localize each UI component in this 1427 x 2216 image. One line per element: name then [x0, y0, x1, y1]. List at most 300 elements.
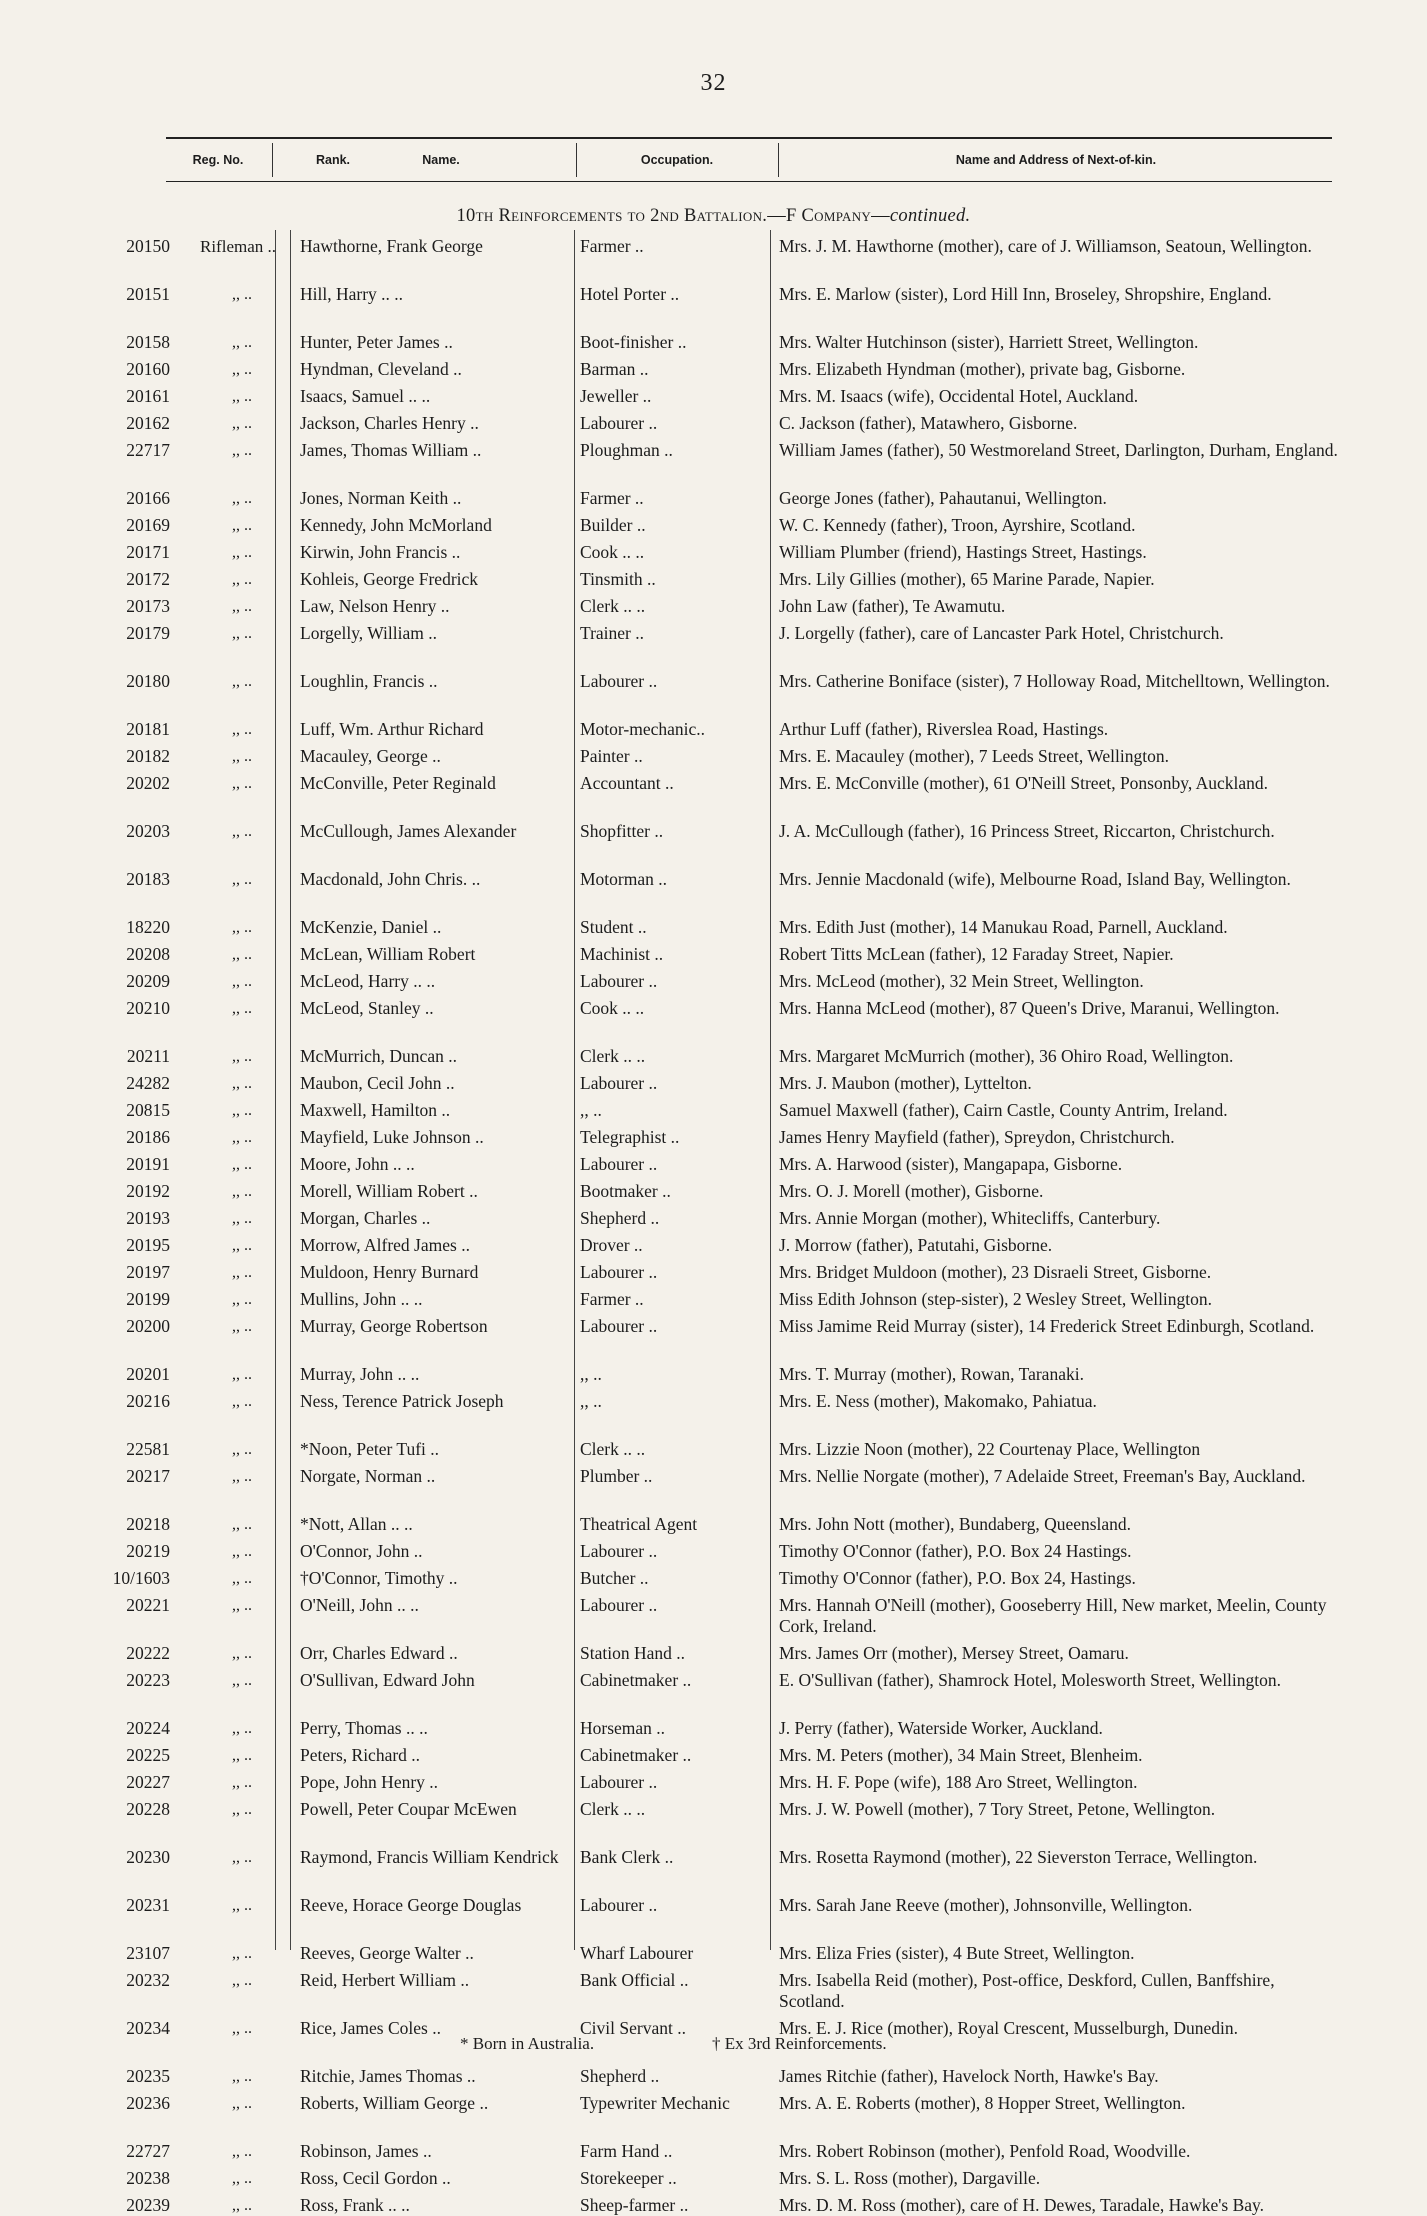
name-cell: Jackson, Charles Henry ..	[300, 413, 479, 433]
name-cell: Maubon, Cecil John ..	[300, 1073, 455, 1093]
name-cell: James, Thomas William ..	[300, 440, 482, 460]
name-cell: Muldoon, Henry Burnard	[300, 1262, 479, 1282]
rank-cell: ,, ..	[232, 1897, 252, 1914]
header-reg-no: Reg. No.	[192, 153, 244, 167]
rank-cell: ,, ..	[232, 1849, 252, 1866]
reg-no-cell: 20191	[126, 1154, 170, 1174]
occupation-cell: Clerk .. ..	[580, 1046, 646, 1066]
next-of-kin-cell: Timothy O'Connor (father), P.O. Box 24 Hastings.	[779, 1541, 1132, 1561]
name-cell: Hill, Harry .. ..	[300, 284, 404, 304]
name-cell: Ritchie, James Thomas ..	[300, 2066, 476, 2086]
occupation-cell: Wharf Labourer	[580, 1943, 694, 1963]
occupation-cell: Ploughman ..	[580, 440, 673, 460]
rank-cell: ,, ..	[232, 571, 252, 588]
next-of-kin-cell: Mrs. M. Peters (mother), 34 Main Street, Blenheim.	[779, 1745, 1143, 1765]
reg-no-cell: 20181	[126, 719, 170, 739]
name-cell: Law, Nelson Henry ..	[300, 596, 450, 616]
reg-no-cell: 20222	[126, 1643, 170, 1663]
rank-cell: ,, ..	[232, 673, 252, 690]
next-of-kin-cell: Mrs. Sarah Jane Reeve (mother), Johnsonville, Wellington.	[779, 1895, 1193, 1915]
occupation-cell: Farmer ..	[580, 488, 644, 508]
reg-no-cell: 20211	[126, 1046, 170, 1066]
reg-no-cell: 20166	[126, 488, 170, 508]
reg-no-cell: 20180	[126, 671, 170, 691]
rank-cell: ,, ..	[232, 721, 252, 738]
next-of-kin-cell: Mrs. Robert Robinson (mother), Penfold Road, Woodville.	[779, 2141, 1191, 2161]
rank-cell: ,, ..	[232, 334, 252, 351]
occupation-cell: Cabinetmaker ..	[580, 1745, 692, 1765]
occupation-cell: Clerk .. ..	[580, 1799, 646, 1819]
occupation-cell: Farmer ..	[580, 236, 644, 256]
header-occupation: Occupation.	[640, 153, 714, 167]
reg-no-cell: 20182	[126, 746, 170, 766]
next-of-kin-cell: Mrs. Hanna McLeod (mother), 87 Queen's Drive, Maranui, Wellington.	[779, 998, 1280, 1018]
reg-no-cell: 20815	[126, 1100, 170, 1120]
occupation-cell: Labourer ..	[580, 1895, 658, 1915]
occupation-cell: Trainer ..	[580, 623, 645, 643]
next-of-kin-cell: Mrs. Edith Just (mother), 14 Manukau Road, Parnell, Auckland.	[779, 917, 1228, 937]
rank-cell: ,, ..	[232, 2020, 252, 2037]
reg-no-cell: 20195	[126, 1235, 170, 1255]
reg-no-cell: 20192	[126, 1181, 170, 1201]
occupation-cell: Labourer ..	[580, 671, 658, 691]
header-kin: Name and Address of Next-of-kin.	[955, 153, 1157, 167]
rank-cell: ,, ..	[232, 490, 252, 507]
next-of-kin-cell: William James (father), 50 Westmoreland Street, Darlington, Durham, England.	[779, 440, 1338, 460]
next-of-kin-cell: Mrs. E. McConville (mother), 61 O'Neill Street, Ponsonby, Auckland.	[779, 773, 1269, 793]
occupation-cell: Jeweller ..	[580, 386, 652, 406]
reg-no-cell: 20160	[126, 359, 170, 379]
reg-no-cell: 20200	[126, 1316, 170, 1336]
section-title-continued: continued.	[889, 206, 971, 226]
name-cell: McLean, William Robert	[300, 944, 476, 964]
name-cell: Macdonald, John Chris. ..	[300, 869, 481, 889]
rank-cell: ,, ..	[232, 775, 252, 792]
occupation-cell: Labourer ..	[580, 1154, 658, 1174]
next-of-kin-cell: Mrs. S. L. Ross (mother), Dargaville.	[779, 2168, 1041, 2188]
next-of-kin-cell: John Law (father), Te Awamutu.	[779, 596, 1006, 616]
next-of-kin-cell: Timothy O'Connor (father), P.O. Box 24, Hastings.	[779, 1568, 1136, 1588]
reg-no-cell: 20230	[126, 1847, 170, 1867]
next-of-kin-cell: Mrs. E. Ness (mother), Makomako, Pahiatua.	[779, 1391, 1097, 1411]
name-cell: Roberts, William George ..	[300, 2093, 489, 2113]
name-cell: McCullough, James Alexander	[300, 821, 517, 841]
reg-no-cell: 20219	[126, 1541, 170, 1561]
reg-no-cell: 20228	[126, 1799, 170, 1819]
next-of-kin-cell: Mrs. J. Maubon (mother), Lyttelton.	[779, 1073, 1032, 1093]
occupation-cell: Theatrical Agent	[580, 1514, 698, 1534]
reg-no-cell: 20235	[126, 2066, 170, 2086]
name-cell: McMurrich, Duncan ..	[300, 1046, 457, 1066]
name-cell: Rice, James Coles ..	[300, 2018, 441, 2038]
rank-cell: ,, ..	[232, 919, 252, 936]
name-cell: †O'Connor, Timothy ..	[300, 1568, 458, 1588]
occupation-cell: Horseman ..	[580, 1718, 666, 1738]
header-divider	[778, 143, 779, 177]
next-of-kin-cell: Mrs. Lily Gillies (mother), 65 Marine Parade, Napier.	[779, 569, 1155, 589]
rank-cell: Rifleman ..	[200, 237, 277, 256]
rank-cell: ,, ..	[232, 1747, 252, 1764]
reg-no-cell: 20161	[126, 386, 170, 406]
reg-no-cell: 20227	[126, 1772, 170, 1792]
rank-cell: ,, ..	[232, 871, 252, 888]
name-cell: Perry, Thomas .. ..	[300, 1718, 428, 1738]
name-cell: Moore, John .. ..	[300, 1154, 415, 1174]
next-of-kin-cell: William Plumber (friend), Hastings Street, Hastings.	[779, 542, 1147, 562]
name-cell: Morell, William Robert ..	[300, 1181, 478, 1201]
reg-no-cell: 20224	[126, 1718, 170, 1738]
next-of-kin-cell: James Ritchie (father), Havelock North, Hawke's Bay.	[779, 2066, 1159, 2086]
occupation-cell: Labourer ..	[580, 1595, 658, 1615]
occupation-cell: Motorman ..	[580, 869, 668, 889]
occupation-cell: Clerk .. ..	[580, 1439, 646, 1459]
rank-cell: ,, ..	[232, 2143, 252, 2160]
reg-no-cell: 20239	[126, 2195, 170, 2215]
occupation-cell: Drover ..	[580, 1235, 643, 1255]
occupation-cell: Bank Official ..	[580, 1970, 689, 1990]
rank-cell: ,, ..	[232, 1156, 252, 1173]
occupation-cell: Painter ..	[580, 746, 643, 766]
rank-cell: ,, ..	[232, 2068, 252, 2085]
next-of-kin-cell: J. Morrow (father), Patutahi, Gisborne.	[779, 1235, 1053, 1255]
name-cell: O'Neill, John .. ..	[300, 1595, 419, 1615]
reg-no-cell: 20197	[126, 1262, 170, 1282]
rank-cell: ,, ..	[232, 415, 252, 432]
next-of-kin-cell: Mrs. O. J. Morell (mother), Gisborne.	[779, 1181, 1044, 1201]
name-cell: Kohleis, George Fredrick	[300, 569, 479, 589]
next-of-kin-cell: Mrs. Bridget Muldoon (mother), 23 Disraeli Street, Gisborne.	[779, 1262, 1212, 1282]
next-of-kin-cell: E. O'Sullivan (father), Shamrock Hotel, Molesworth Street, Wellington.	[779, 1670, 1282, 1690]
reg-no-cell: 20179	[126, 623, 170, 643]
name-cell: Murray, George Robertson	[300, 1316, 488, 1336]
next-of-kin-cell: J. A. McCullough (father), 16 Princess Street, Riccarton, Christchurch.	[779, 821, 1275, 841]
name-cell: Macauley, George ..	[300, 746, 441, 766]
next-of-kin-cell: James Henry Mayfield (father), Spreydon, Christchurch.	[779, 1127, 1175, 1147]
rank-cell: ,, ..	[232, 1720, 252, 1737]
name-cell: McLeod, Harry .. ..	[300, 971, 436, 991]
name-cell: Morgan, Charles ..	[300, 1208, 431, 1228]
next-of-kin-cell: C. Jackson (father), Matawhero, Gisborne.	[779, 413, 1078, 433]
next-of-kin-cell: Mrs. M. Isaacs (wife), Occidental Hotel, Auckland.	[779, 386, 1139, 406]
column-rule-name	[574, 230, 575, 1950]
rank-cell: ,, ..	[232, 1543, 252, 1560]
next-of-kin-cell: Mrs. Margaret McMurrich (mother), 36 Ohiro Road, Wellington.	[779, 1046, 1234, 1066]
rank-cell: ,, ..	[232, 286, 252, 303]
occupation-cell: Storekeeper ..	[580, 2168, 677, 2188]
name-cell: Pope, John Henry ..	[300, 1772, 439, 1792]
name-cell: Mullins, John .. ..	[300, 1289, 423, 1309]
name-cell: Ross, Cecil Gordon ..	[300, 2168, 451, 2188]
next-of-kin-cell: Mrs. Nellie Norgate (mother), 7 Adelaide Street, Freeman's Bay, Auckland.	[779, 1466, 1306, 1486]
rank-cell: ,, ..	[232, 1597, 252, 1614]
rank-cell: ,, ..	[232, 973, 252, 990]
occupation-cell: Farmer ..	[580, 1289, 644, 1309]
occupation-cell: Bank Clerk ..	[580, 1847, 674, 1867]
name-cell: Reeves, George Walter ..	[300, 1943, 474, 1963]
next-of-kin-cell: Mrs. Catherine Boniface (sister), 7 Holloway Road, Mitchelltown, Wellington.	[779, 671, 1330, 691]
occupation-cell: Builder ..	[580, 515, 646, 535]
name-cell: *Nott, Allan .. ..	[300, 1514, 413, 1534]
rank-cell: ,, ..	[232, 1264, 252, 1281]
occupation-cell: Hotel Porter ..	[580, 284, 680, 304]
occupation-cell: ,, ..	[580, 1364, 602, 1384]
rank-cell: ,, ..	[232, 1645, 252, 1662]
occupation-cell: Labourer ..	[580, 1073, 658, 1093]
reg-no-cell: 20158	[126, 332, 170, 352]
next-of-kin-cell: Mrs. A. E. Roberts (mother), 8 Hopper Street, Wellington.	[779, 2093, 1186, 2113]
rank-cell: ,, ..	[232, 1210, 252, 1227]
reg-no-cell: 20238	[126, 2168, 170, 2188]
footnote-ex-3rd-reinforcements: † Ex 3rd Reinforcements.	[712, 2034, 887, 2053]
rank-cell: ,, ..	[232, 1366, 252, 1383]
name-cell: Maxwell, Hamilton ..	[300, 1100, 451, 1120]
occupation-cell: Labourer ..	[580, 1262, 658, 1282]
rank-cell: ,, ..	[232, 1183, 252, 1200]
rank-cell: ,, ..	[232, 823, 252, 840]
reg-no-cell: 18220	[126, 917, 170, 937]
occupation-cell: Labourer ..	[580, 1316, 658, 1336]
occupation-cell: Shepherd ..	[580, 1208, 660, 1228]
next-of-kin-cell: Mrs. J. M. Hawthorne (mother), care of J. Williamson, Seatoun, Wellington.	[779, 236, 1312, 256]
next-of-kin-cell: Mrs. E. Macauley (mother), 7 Leeds Street, Wellington.	[779, 746, 1169, 766]
occupation-cell: Sheep-farmer ..	[580, 2195, 689, 2215]
next-of-kin-cell: Mrs. McLeod (mother), 32 Mein Street, Wellington.	[779, 971, 1144, 991]
occupation-cell: ,, ..	[580, 1100, 602, 1120]
occupation-cell: Butcher ..	[580, 1568, 649, 1588]
name-cell: Mayfield, Luke Johnson ..	[300, 1127, 484, 1147]
rank-cell: ,, ..	[232, 625, 252, 642]
occupation-cell: Farm Hand ..	[580, 2141, 673, 2161]
reg-no-cell: 20225	[126, 1745, 170, 1765]
reg-no-cell: 20218	[126, 1514, 170, 1534]
rank-cell: ,, ..	[232, 361, 252, 378]
reg-no-cell: 20199	[126, 1289, 170, 1309]
occupation-cell: Telegraphist ..	[580, 1127, 680, 1147]
reg-no-cell: 22717	[126, 440, 170, 460]
next-of-kin-cell: Arthur Luff (father), Riverslea Road, Hastings.	[779, 719, 1109, 739]
rank-cell: ,, ..	[232, 946, 252, 963]
name-cell: McKenzie, Daniel ..	[300, 917, 442, 937]
reg-no-cell: 20203	[126, 821, 170, 841]
next-of-kin-cell: Mrs. Walter Hutchinson (sister), Harriett Street, Wellington.	[779, 332, 1199, 352]
name-cell: Jones, Norman Keith ..	[300, 488, 462, 508]
occupation-cell: Cabinetmaker ..	[580, 1670, 692, 1690]
reg-no-cell: 20234	[126, 2018, 170, 2038]
rank-cell: ,, ..	[232, 1318, 252, 1335]
next-of-kin-cell: Mrs. J. W. Powell (mother), 7 Tory Street, Petone, Wellington.	[779, 1799, 1216, 1819]
occupation-cell: Shopfitter ..	[580, 821, 664, 841]
next-of-kin-cell: Mrs. Hannah O'Neill (mother), Gooseberry Hill, New market, Meelin, County Cork, Ireland.	[779, 1595, 1327, 1636]
next-of-kin-cell: J. Lorgelly (father), care of Lancaster Park Hotel, Christchurch.	[779, 623, 1224, 643]
rank-cell: ,, ..	[232, 517, 252, 534]
name-cell: Hunter, Peter James ..	[300, 332, 453, 352]
reg-no-cell: 20201	[126, 1364, 170, 1384]
next-of-kin-cell: Robert Titts McLean (father), 12 Faraday Street, Napier.	[779, 944, 1174, 964]
name-cell: Loughlin, Francis ..	[300, 671, 438, 691]
occupation-cell: Accountant ..	[580, 773, 674, 793]
reg-no-cell: 24282	[126, 1073, 170, 1093]
occupation-cell: Labourer ..	[580, 971, 658, 991]
name-cell: O'Sullivan, Edward John	[300, 1670, 475, 1690]
rank-cell: ,, ..	[232, 1048, 252, 1065]
occupation-cell: Cook .. ..	[580, 998, 645, 1018]
header-bottom-rule	[166, 181, 1332, 182]
name-cell: Raymond, Francis William Kendrick	[300, 1847, 559, 1867]
next-of-kin-cell: Mrs. Lizzie Noon (mother), 22 Courtenay Place, Wellington	[779, 1439, 1201, 1459]
rank-cell: ,, ..	[232, 1468, 252, 1485]
rank-cell: ,, ..	[232, 1441, 252, 1458]
next-of-kin-cell: Miss Edith Johnson (step-sister), 2 Wesley Street, Wellington.	[779, 1289, 1213, 1309]
reg-no-cell: 20208	[126, 944, 170, 964]
next-of-kin-cell: J. Perry (father), Waterside Worker, Auckland.	[779, 1718, 1103, 1738]
next-of-kin-cell: George Jones (father), Pahautanui, Wellington.	[779, 488, 1107, 508]
rank-cell: ,, ..	[232, 598, 252, 615]
name-cell: Kennedy, John McMorland	[300, 515, 492, 535]
next-of-kin-cell: Mrs. T. Murray (mother), Rowan, Taranaki.	[779, 1364, 1084, 1384]
next-of-kin-cell: Mrs. Rosetta Raymond (mother), 22 Sieverston Terrace, Wellington.	[779, 1847, 1258, 1867]
next-of-kin-cell: Mrs. Annie Morgan (mother), Whitecliffs, Canterbury.	[779, 1208, 1161, 1228]
name-cell: Reeve, Horace George Douglas	[300, 1895, 522, 1915]
header-name: Name.	[422, 153, 460, 167]
rank-cell: ,, ..	[232, 2095, 252, 2112]
name-cell: Kirwin, John Francis ..	[300, 542, 461, 562]
reg-no-cell: 20151	[126, 284, 170, 304]
occupation-cell: Motor-mechanic..	[580, 719, 706, 739]
name-cell: Hawthorne, Frank George	[300, 236, 483, 256]
rank-cell: ,, ..	[232, 1237, 252, 1254]
occupation-cell: Station Hand ..	[580, 1643, 685, 1663]
next-of-kin-cell: Mrs. E. J. Rice (mother), Royal Crescent, Musselburgh, Dunedin.	[779, 2018, 1238, 2038]
reg-no-cell: 20231	[126, 1895, 170, 1915]
occupation-cell: Machinist ..	[580, 944, 664, 964]
reg-no-cell: 20232	[126, 1970, 170, 1990]
rank-cell: ,, ..	[232, 1801, 252, 1818]
rank-cell: ,, ..	[232, 1945, 252, 1962]
occupation-cell: Shepherd ..	[580, 2066, 660, 2086]
reg-no-cell: 20209	[126, 971, 170, 991]
next-of-kin-cell: Mrs. Jennie Macdonald (wife), Melbourne Road, Island Bay, Wellington.	[779, 869, 1291, 889]
reg-no-cell: 20150	[126, 236, 170, 256]
occupation-cell: Labourer ..	[580, 1772, 658, 1792]
rank-cell: ,, ..	[232, 2170, 252, 2187]
reg-no-cell: 20169	[126, 515, 170, 535]
reg-no-cell: 20216	[126, 1391, 170, 1411]
next-of-kin-cell: Mrs. Eliza Fries (sister), 4 Bute Street, Wellington.	[779, 1943, 1135, 1963]
reg-no-cell: 20223	[126, 1670, 170, 1690]
name-cell: Lorgelly, William ..	[300, 623, 438, 643]
reg-no-cell: 20221	[126, 1595, 170, 1615]
reg-no-cell: 20186	[126, 1127, 170, 1147]
occupation-cell: Typewriter Mechanic	[580, 2093, 730, 2113]
name-cell: McLeod, Stanley ..	[300, 998, 434, 1018]
rank-cell: ,, ..	[232, 1774, 252, 1791]
occupation-cell: Tinsmith ..	[580, 569, 656, 589]
reg-no-cell: 22727	[126, 2141, 170, 2161]
next-of-kin-cell: Mrs. Isabella Reid (mother), Post-office, Deskford, Cullen, Banffshire, Scotland.	[779, 1970, 1275, 2011]
table-header	[166, 140, 1332, 180]
rank-cell: ,, ..	[232, 748, 252, 765]
reg-no-cell: 20236	[126, 2093, 170, 2113]
name-cell: McConville, Peter Reginald	[300, 773, 496, 793]
reg-no-cell: 20171	[126, 542, 170, 562]
name-cell: Reid, Herbert William ..	[300, 1970, 470, 1990]
name-cell: Norgate, Norman ..	[300, 1466, 436, 1486]
occupation-cell: Plumber ..	[580, 1466, 653, 1486]
reg-no-cell: 22581	[126, 1439, 170, 1459]
rank-cell: ,, ..	[232, 1102, 252, 1119]
occupation-cell: Boot-finisher ..	[580, 332, 687, 352]
reg-no-cell: 20173	[126, 596, 170, 616]
header-top-rule	[166, 137, 1332, 139]
reg-no-cell: 20210	[126, 998, 170, 1018]
rank-cell: ,, ..	[232, 442, 252, 459]
name-cell: Luff, Wm. Arthur Richard	[300, 719, 484, 739]
rank-cell: ,, ..	[232, 1672, 252, 1689]
occupation-cell: Student ..	[580, 917, 647, 937]
column-rule-occupation	[770, 230, 771, 1950]
reg-no-cell: 20202	[126, 773, 170, 793]
rank-cell: ,, ..	[232, 544, 252, 561]
name-cell: *Noon, Peter Tufi ..	[300, 1439, 440, 1459]
next-of-kin-cell: Mrs. E. Marlow (sister), Lord Hill Inn, Broseley, Shropshire, England.	[779, 284, 1272, 304]
rank-cell: ,, ..	[232, 388, 252, 405]
rank-cell: ,, ..	[232, 1570, 252, 1587]
reg-no-cell: 20217	[126, 1466, 170, 1486]
section-title-main: 10th Reinforcements to 2nd Battalion.—F Company—	[456, 206, 890, 226]
name-cell: O'Connor, John ..	[300, 1541, 423, 1561]
header-rank: Rank.	[315, 153, 351, 167]
footnote-born-australia: * Born in Australia.	[460, 2034, 595, 2053]
rank-cell: ,, ..	[232, 2197, 252, 2214]
name-cell: Powell, Peter Coupar McEwen	[300, 1799, 517, 1819]
name-cell: Peters, Richard ..	[300, 1745, 421, 1765]
rank-cell: ,, ..	[232, 1972, 252, 1989]
next-of-kin-cell: Samuel Maxwell (father), Cairn Castle, County Antrim, Ireland.	[779, 1100, 1228, 1120]
reg-no-cell: 20162	[126, 413, 170, 433]
rank-cell: ,, ..	[232, 1129, 252, 1146]
rank-cell: ,, ..	[232, 1393, 252, 1410]
occupation-cell: Barman ..	[580, 359, 649, 379]
occupation-cell: Bootmaker ..	[580, 1181, 671, 1201]
name-cell: Murray, John .. ..	[300, 1364, 420, 1384]
occupation-cell: Labourer ..	[580, 1541, 658, 1561]
occupation-cell: Clerk .. ..	[580, 596, 646, 616]
occupation-cell: Cook .. ..	[580, 542, 645, 562]
rank-cell: ,, ..	[232, 1000, 252, 1017]
rank-cell: ,, ..	[232, 1075, 252, 1092]
reg-no-cell: 20193	[126, 1208, 170, 1228]
header-divider	[576, 143, 577, 177]
next-of-kin-cell: Miss Jamime Reid Murray (sister), 14 Frederick Street Edinburgh, Scotland.	[779, 1316, 1315, 1336]
section-title	[0, 206, 1427, 227]
reg-no-cell: 20183	[126, 869, 170, 889]
next-of-kin-cell: Mrs. John Nott (mother), Bundaberg, Queensland.	[779, 1514, 1132, 1534]
name-cell: Morrow, Alfred James ..	[300, 1235, 470, 1255]
page-number: 32	[700, 70, 727, 96]
next-of-kin-cell: Mrs. James Orr (mother), Mersey Street, Oamaru.	[779, 1643, 1129, 1663]
name-cell: Ness, Terence Patrick Joseph	[300, 1391, 504, 1411]
header-divider	[272, 143, 273, 177]
next-of-kin-cell: W. C. Kennedy (father), Troon, Ayrshire, Scotland.	[779, 515, 1136, 535]
next-of-kin-cell: Mrs. Elizabeth Hyndman (mother), private bag, Gisborne.	[779, 359, 1186, 379]
next-of-kin-cell: Mrs. A. Harwood (sister), Mangapapa, Gisborne.	[779, 1154, 1123, 1174]
name-cell: Isaacs, Samuel .. ..	[300, 386, 431, 406]
occupation-cell: Civil Servant ..	[580, 2018, 686, 2038]
occupation-cell: ,, ..	[580, 1391, 602, 1411]
name-cell: Robinson, James ..	[300, 2141, 432, 2161]
next-of-kin-cell: Mrs. H. F. Pope (wife), 188 Aro Street, Wellington.	[779, 1772, 1138, 1792]
next-of-kin-cell: Mrs. D. M. Ross (mother), care of H. Dewes, Taradale, Hawke's Bay.	[779, 2195, 1264, 2215]
